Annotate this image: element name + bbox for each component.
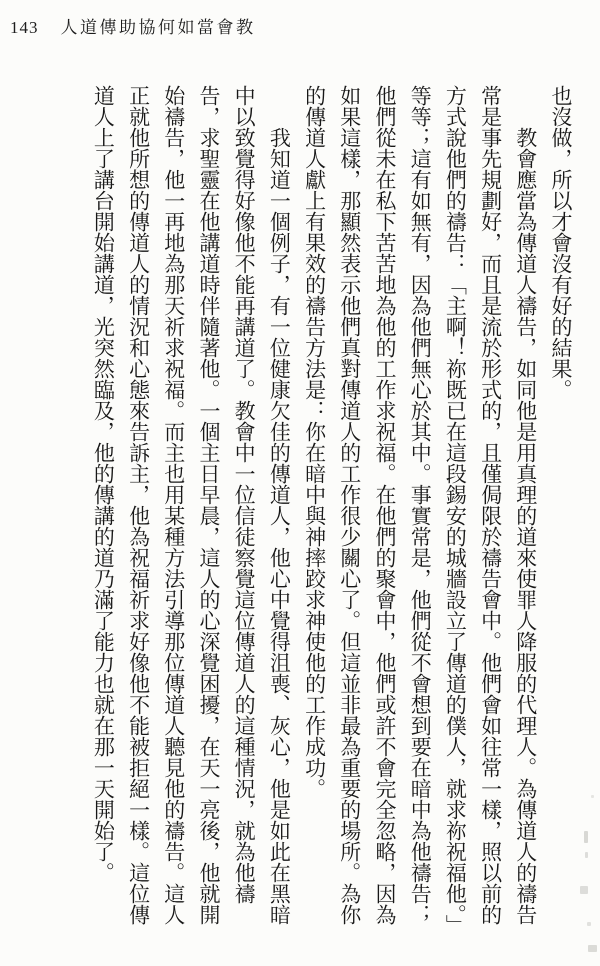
running-title: 人道傳助協何如當會教 bbox=[60, 18, 256, 37]
vertical-text-block bbox=[85, 85, 578, 929]
print-speckle bbox=[588, 945, 597, 952]
paragraph-continuation: 也沒做，所以才會沒有好的結果。 bbox=[549, 85, 573, 400]
print-speckle bbox=[585, 852, 588, 858]
print-speckle bbox=[591, 795, 594, 798]
print-speckle bbox=[587, 922, 591, 926]
print-speckle bbox=[584, 831, 588, 843]
paragraph-example-story: 我知道一個例子，有一位健康欠佳的傳道人，他心中覺得沮喪、灰心，他是如此在黑暗中以致覺得好像他不能再講道了。教會中一位信徒察覺這位傳道人的這種情況，就為他禱告，求聖靈在他講道時伴隨著他。一個主日早晨，這人的心深覺困擾，在天一亮後，他就開始禱告，他一再地為那天祈求祝福。而主也用某種方法引導那位傳道人聽見他的禱告。這人正就他所想的傳道人的情況和心態來告訴主，他為祝福祈求好像他不能被拒絕一樣。這位傳道人上了講台開始講道，光突然臨及，他的傳講的道乃滿了能力也就在那一天開始了。 bbox=[91, 85, 292, 925]
running-header bbox=[10, 13, 256, 38]
print-speckle bbox=[580, 886, 588, 894]
page-number: 143 bbox=[10, 18, 39, 37]
paragraph-church-prayer: 教會應當為傳道人禱告，如同他是用真理的道來使罪人降服的代理人。為傳道人的禱告常是事先規劃好，而且是流於形式的，且僅侷限於禱告會中。他們會如往常一樣，照以前的方式說他們的禱告：「主啊！祢既已在這段錫安的城牆設立了傳道的僕人，就求祢祝福他。」等等；這有如無有，因為他們無心於其中。事實常是，他們從不會想到要在暗中為他禱告；他們從未在私下苦苦地為他的工作求祝福。在他們的聚會中，他們或許不會完全忽略，因為如果這樣，那顯然表示他們真對傳道人的工作很少關心了。但這並非最為重要的場所。為你的傳道人獻上有果效的禱告方法是：你在暗中與神摔跤求神使他的工作成功。 bbox=[302, 85, 538, 925]
